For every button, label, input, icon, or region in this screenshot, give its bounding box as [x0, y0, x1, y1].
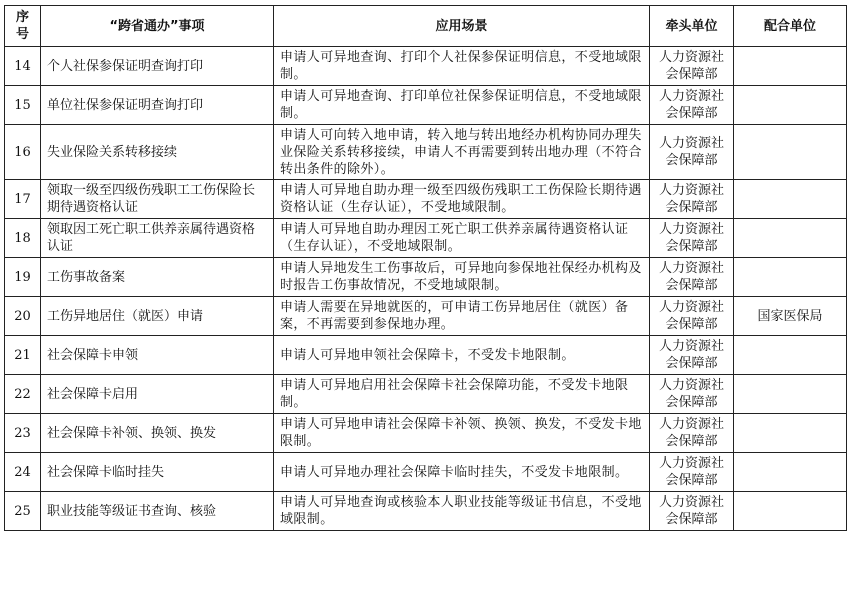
row-item: 失业保险关系转移接续	[41, 125, 274, 180]
row-item: 社会保障卡启用	[41, 375, 274, 414]
row-item: 工伤异地居住（就医）申请	[41, 297, 274, 336]
table-row	[5, 258, 847, 297]
row-coop	[734, 47, 847, 86]
row-coop	[734, 219, 847, 258]
row-scene: 申请人可异地查询或核验本人职业技能等级证书信息，不受地域限制。	[274, 492, 650, 531]
row-lead: 人力资源社会保障部	[650, 180, 734, 219]
table-row	[5, 453, 847, 492]
header-coop: 配合单位	[734, 6, 847, 47]
table-row	[5, 336, 847, 375]
table-row	[5, 375, 847, 414]
row-coop: 国家医保局	[734, 297, 847, 336]
row-no: 14	[5, 47, 41, 86]
row-lead: 人力资源社会保障部	[650, 86, 734, 125]
table-row	[5, 414, 847, 453]
row-no: 22	[5, 375, 41, 414]
header-scene: 应用场景	[274, 6, 650, 47]
row-coop	[734, 336, 847, 375]
table-row	[5, 86, 847, 125]
row-item: 个人社保参保证明查询打印	[41, 47, 274, 86]
row-no: 20	[5, 297, 41, 336]
row-coop	[734, 125, 847, 180]
row-no: 16	[5, 125, 41, 180]
cross-province-services-table	[4, 5, 847, 531]
row-lead: 人力资源社会保障部	[650, 492, 734, 531]
header-no: 序号	[5, 6, 41, 47]
row-coop	[734, 180, 847, 219]
row-coop	[734, 492, 847, 531]
header-lead: 牵头单位	[650, 6, 734, 47]
table-row	[5, 125, 847, 180]
row-lead: 人力资源社会保障部	[650, 297, 734, 336]
row-coop	[734, 375, 847, 414]
row-coop	[734, 86, 847, 125]
table-row	[5, 297, 847, 336]
row-lead: 人力资源社会保障部	[650, 336, 734, 375]
row-scene: 申请人可异地自助办理因工死亡职工供养亲属待遇资格认证（生存认证），不受地域限制。	[274, 219, 650, 258]
row-lead: 人力资源社会保障部	[650, 414, 734, 453]
header-item: “跨省通办”事项	[41, 6, 274, 47]
row-no: 23	[5, 414, 41, 453]
row-item: 社会保障卡申领	[41, 336, 274, 375]
row-scene: 申请人需要在异地就医的，可申请工伤异地居住（就医）备案，不再需要到参保地办理。	[274, 297, 650, 336]
table-row	[5, 219, 847, 258]
table-row	[5, 180, 847, 219]
row-coop	[734, 414, 847, 453]
row-lead: 人力资源社会保障部	[650, 219, 734, 258]
row-lead: 人力资源社会保障部	[650, 125, 734, 180]
row-item: 领取一级至四级伤残职工工伤保险长期待遇资格认证	[41, 180, 274, 219]
document-page	[4, 5, 847, 531]
row-item: 社会保障卡临时挂失	[41, 453, 274, 492]
row-scene: 申请人可异地查询、打印单位社保参保证明信息，不受地域限制。	[274, 86, 650, 125]
table-header-row	[5, 6, 847, 47]
row-no: 25	[5, 492, 41, 531]
row-item: 领取因工死亡职工供养亲属待遇资格认证	[41, 219, 274, 258]
row-scene: 申请人可异地查询、打印个人社保参保证明信息，不受地域限制。	[274, 47, 650, 86]
row-item: 单位社保参保证明查询打印	[41, 86, 274, 125]
row-no: 18	[5, 219, 41, 258]
row-no: 15	[5, 86, 41, 125]
row-lead: 人力资源社会保障部	[650, 453, 734, 492]
row-scene: 申请人可异地办理社会保障卡临时挂失，不受发卡地限制。	[274, 453, 650, 492]
row-scene: 申请人异地发生工伤事故后，可异地向参保地社保经办机构及时报告工伤事故情况，不受地域限制。	[274, 258, 650, 297]
row-lead: 人力资源社会保障部	[650, 47, 734, 86]
row-scene: 申请人可异地自助办理一级至四级伤残职工工伤保险长期待遇资格认证（生存认证），不受地域限制。	[274, 180, 650, 219]
row-lead: 人力资源社会保障部	[650, 375, 734, 414]
row-no: 21	[5, 336, 41, 375]
row-item: 社会保障卡补领、换领、换发	[41, 414, 274, 453]
row-coop	[734, 258, 847, 297]
table-row	[5, 492, 847, 531]
row-scene: 申请人可异地启用社会保障卡社会保障功能，不受发卡地限制。	[274, 375, 650, 414]
table-row	[5, 47, 847, 86]
row-scene: 申请人可向转入地申请，转入地与转出地经办机构协同办理失业保险关系转移接续，申请人不再需要到转出地办理（不符合转出条件的除外）。	[274, 125, 650, 180]
row-no: 17	[5, 180, 41, 219]
row-item: 工伤事故备案	[41, 258, 274, 297]
row-lead: 人力资源社会保障部	[650, 258, 734, 297]
row-no: 19	[5, 258, 41, 297]
row-coop	[734, 453, 847, 492]
row-scene: 申请人可异地申领社会保障卡，不受发卡地限制。	[274, 336, 650, 375]
row-scene: 申请人可异地申请社会保障卡补领、换领、换发，不受发卡地限制。	[274, 414, 650, 453]
row-no: 24	[5, 453, 41, 492]
row-item: 职业技能等级证书查询、核验	[41, 492, 274, 531]
